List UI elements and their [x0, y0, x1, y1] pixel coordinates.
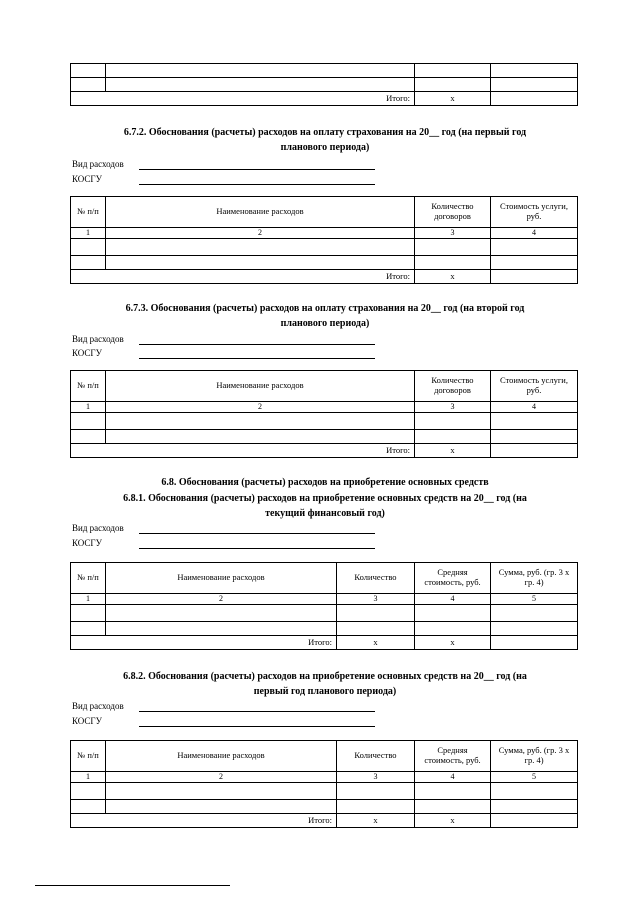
kosgu-label: КОСГУ [72, 716, 102, 726]
table-row[interactable] [71, 413, 106, 430]
table-row[interactable] [71, 783, 106, 800]
col-header-name: Наименование расходов [106, 371, 415, 402]
vid-rashodov-field[interactable] [139, 169, 375, 170]
col-num-2: 2 [106, 594, 337, 605]
vid-rashodov-label: Вид расходов [72, 334, 124, 344]
vid-rashodov-field[interactable] [139, 533, 375, 534]
kosgu-label: КОСГУ [72, 174, 102, 184]
kosgu-label: КОСГУ [72, 538, 102, 548]
col-header-avg-cost: Средняя стоимость, руб. [415, 741, 491, 772]
col-header-name: Наименование расходов [106, 563, 337, 594]
vid-rashodov-label: Вид расходов [72, 701, 124, 711]
col-num-2: 2 [106, 772, 337, 783]
kosgu-label: КОСГУ [72, 348, 102, 358]
col-num-3: 3 [415, 402, 491, 413]
col-num-3: 3 [415, 228, 491, 239]
col-header-cost: Стоимость услуги, руб. [491, 371, 578, 402]
itogo-label: Итого: [71, 814, 337, 828]
itogo-x-qty: x [337, 814, 415, 828]
col-num-5: 5 [491, 772, 578, 783]
section-6-7-3-title-line1: 6.7.3. Обоснования (расчеты) расходов на оплату страхования на 20__ год (на второй год [125, 303, 525, 314]
col-num-4: 4 [491, 228, 578, 239]
col-header-num: № п/п [71, 741, 106, 772]
section-6-7-2-title-line1: 6.7.2. Обоснования (расчеты) расходов на оплату страхования на 20__ год (на первый год [123, 127, 527, 138]
itogo-x-avg: x [415, 636, 491, 650]
col-header-avg-cost: Средняя стоимость, руб. [415, 563, 491, 594]
col-num-4: 4 [415, 772, 491, 783]
itogo-label: Итого: [71, 444, 415, 458]
vid-rashodov-label: Вид расходов [72, 159, 124, 169]
kosgu-field[interactable] [139, 726, 375, 727]
itogo-x: x [415, 92, 491, 106]
table-row[interactable] [71, 239, 106, 256]
col-header-sum: Сумма, руб. (гр. 3 x гр. 4) [491, 741, 578, 772]
section-6-7-2-title-line2: планового периода) [280, 142, 370, 153]
col-header-qty: Количество [337, 741, 415, 772]
col-header-name: Наименование расходов [106, 197, 415, 228]
section-6-7-3-title-line2: планового периода) [280, 318, 370, 329]
section-6-8-1-title-line2: текущий финансовый год) [265, 508, 385, 519]
col-num-5: 5 [491, 594, 578, 605]
vid-rashodov-field[interactable] [139, 711, 375, 712]
col-header-cost: Стоимость услуги, руб. [491, 197, 578, 228]
col-header-num: № п/п [71, 563, 106, 594]
table-row[interactable] [71, 622, 106, 636]
col-num-4: 4 [491, 402, 578, 413]
section-6-8-2-title-line1: 6.8.2. Обоснования (расчеты) расходов на приобретение основных средств на 20__ год (на [123, 671, 527, 682]
col-header-qty: Количество [337, 563, 415, 594]
section-6-8-title: 6.8. Обоснования (расчеты) расходов на приобретение основных средств [161, 477, 489, 488]
section-6-8-2-title-line2: первый год планового периода) [253, 686, 397, 697]
table-6-8-2 [70, 740, 578, 828]
col-header-sum: Сумма, руб. (гр. 3 x гр. 4) [491, 563, 578, 594]
table-6-8-1 [70, 562, 578, 650]
col-num-1: 1 [71, 228, 106, 239]
col-num-1: 1 [71, 772, 106, 783]
col-header-name: Наименование расходов [106, 741, 337, 772]
kosgu-field[interactable] [139, 358, 375, 359]
col-num-3: 3 [337, 772, 415, 783]
itogo-x: x [415, 270, 491, 284]
col-header-num: № п/п [71, 197, 106, 228]
col-num-3: 3 [337, 594, 415, 605]
itogo-label: Итого: [71, 92, 415, 106]
itogo-x-qty: x [337, 636, 415, 650]
table-row[interactable] [71, 800, 106, 814]
vid-rashodov-field[interactable] [139, 344, 375, 345]
vid-rashodov-label: Вид расходов [72, 523, 124, 533]
col-num-2: 2 [106, 228, 415, 239]
col-header-qty: Количество договоров [415, 371, 491, 402]
col-num-1: 1 [71, 594, 106, 605]
top-table [70, 63, 578, 106]
itogo-x: x [415, 444, 491, 458]
kosgu-field[interactable] [139, 548, 375, 549]
col-header-qty: Количество договоров [415, 197, 491, 228]
col-num-2: 2 [106, 402, 415, 413]
itogo-label: Итого: [71, 270, 415, 284]
table-row[interactable] [71, 430, 106, 444]
table-row[interactable] [71, 256, 106, 270]
kosgu-field[interactable] [139, 184, 375, 185]
col-header-num: № п/п [71, 371, 106, 402]
col-num-1: 1 [71, 402, 106, 413]
table-6-7-2 [70, 196, 578, 284]
itogo-x-avg: x [415, 814, 491, 828]
section-6-8-1-title-line1: 6.8.1. Обоснования (расчеты) расходов на приобретение основных средств на 20__ год (на [123, 493, 527, 504]
itogo-label: Итого: [71, 636, 337, 650]
table-6-7-3 [70, 370, 578, 458]
col-num-4: 4 [415, 594, 491, 605]
footnote-separator [35, 885, 230, 886]
table-row[interactable] [71, 605, 106, 622]
